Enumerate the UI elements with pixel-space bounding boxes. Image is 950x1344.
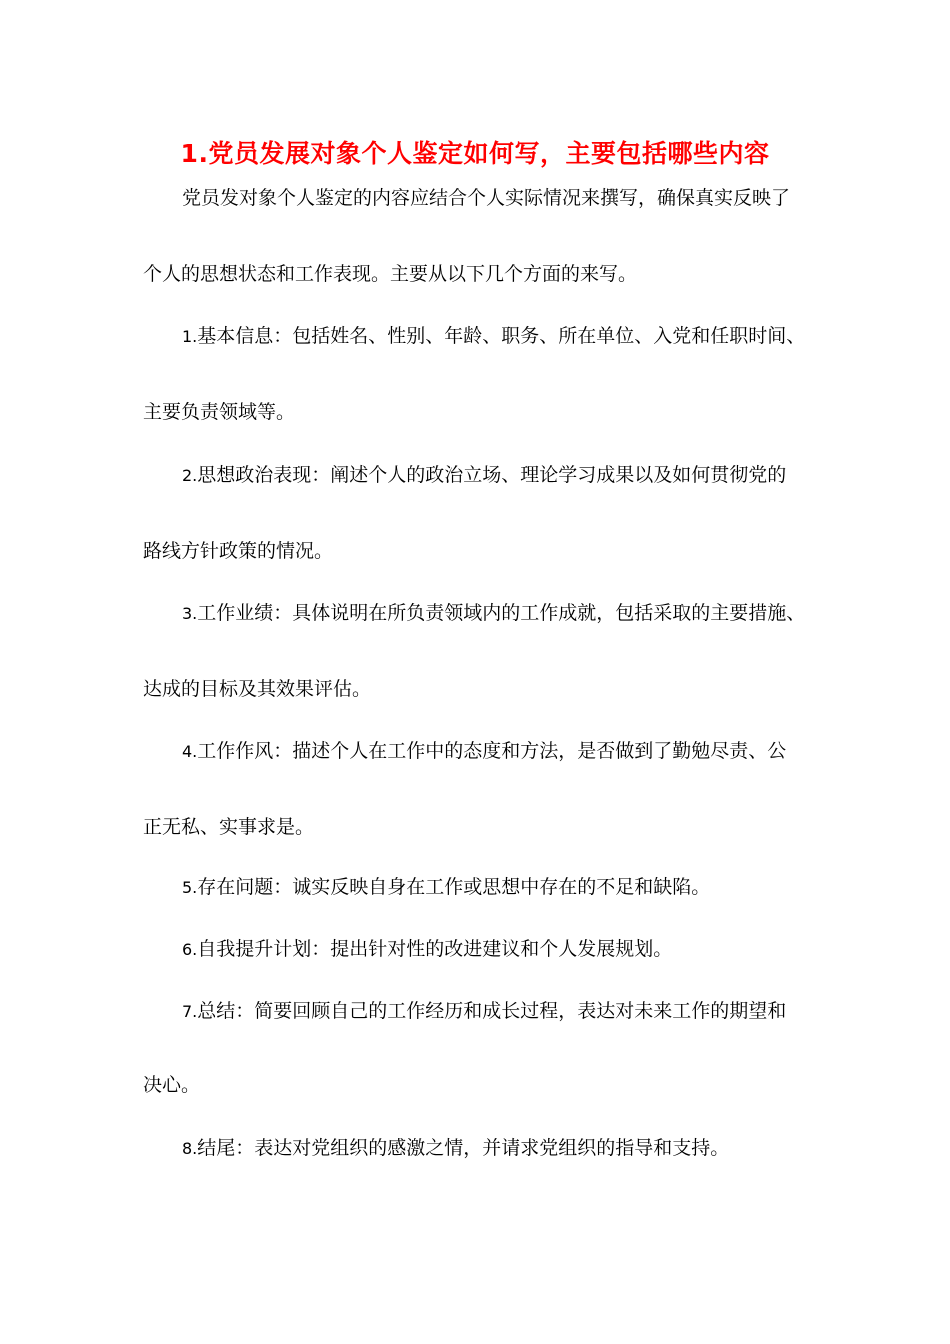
- item-2-line-1: [182, 462, 786, 489]
- item-2-number: 2.: [182, 466, 198, 485]
- item-5-line-1: [182, 874, 710, 901]
- item-1-line-1: [182, 323, 805, 350]
- item-3-line-2: 达成的目标及其效果评估。: [143, 678, 372, 700]
- item-1-number: 1.: [182, 327, 198, 346]
- intro-line-1: 党员发对象个人鉴定的内容应结合个人实际情况来撰写，确保真实反映了: [182, 187, 791, 209]
- item-4-line-1: [182, 738, 786, 765]
- item-8-number: 8.: [182, 1139, 198, 1158]
- item-1-text: 基本信息：包括姓名、性别、年龄、职务、所在单位、入党和任职时间、: [197, 325, 806, 347]
- item-4-text: 工作作风：描述个人在工作中的态度和方法，是否做到了勤勉尽责、公: [197, 740, 787, 762]
- item-7-line-2: 决心。: [143, 1074, 201, 1096]
- item-3-line-1: [182, 600, 805, 627]
- item-7-text: 总结：简要回顾自己的工作经历和成长过程，表达对未来工作的期望和: [197, 1000, 787, 1022]
- item-8-text: 结尾：表达对党组织的感激之情，并请求党组织的指导和支持。: [197, 1137, 730, 1159]
- item-8-line-1: [182, 1135, 729, 1162]
- item-1-line-2: 主要负责领域等。: [143, 401, 296, 423]
- item-5-number: 5.: [182, 878, 198, 897]
- item-6-line-1: [182, 936, 672, 963]
- item-3-number: 3.: [182, 604, 198, 623]
- document-title: 1.党员发展对象个人鉴定如何写，主要包括哪些内容: [180, 139, 770, 168]
- item-7-number: 7.: [182, 1002, 198, 1021]
- item-6-text: 自我提升计划：提出针对性的改进建议和个人发展规划。: [197, 938, 673, 960]
- item-4-line-2: 正无私、实事求是。: [143, 816, 315, 838]
- item-2-line-2: 路线方针政策的情况。: [143, 540, 334, 562]
- item-5-text: 存在问题：诚实反映自身在工作或思想中存在的不足和缺陷。: [197, 876, 711, 898]
- item-7-line-1: [182, 998, 786, 1025]
- item-6-number: 6.: [182, 940, 198, 959]
- item-3-text: 工作业绩：具体说明在所负责领域内的工作成就，包括采取的主要措施、: [197, 602, 806, 624]
- item-4-number: 4.: [182, 742, 198, 761]
- intro-line-2: 个人的思想状态和工作表现。主要从以下几个方面的来写。: [143, 263, 638, 285]
- item-2-text: 思想政治表现：阐述个人的政治立场、理论学习成果以及如何贯彻党的: [197, 464, 787, 486]
